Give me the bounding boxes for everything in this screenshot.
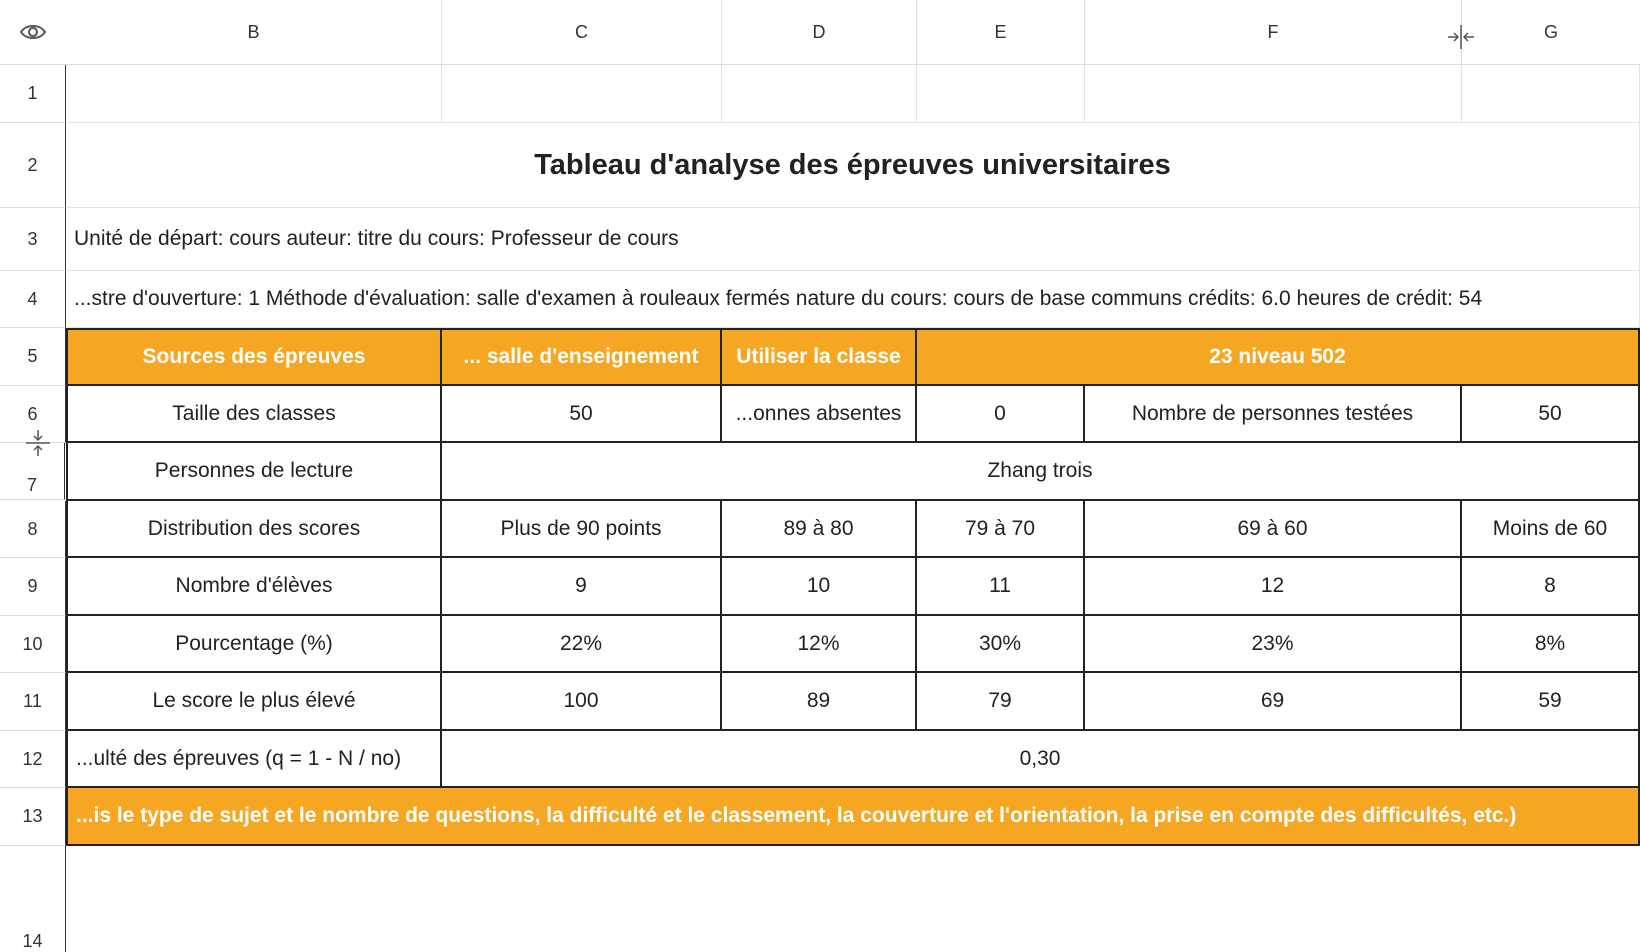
cell-d10[interactable]: 12% [722,616,917,673]
cell-d5[interactable]: Utiliser la classe [722,328,917,386]
eye-icon[interactable] [0,0,67,65]
row-header-14[interactable]: 14 [0,846,66,952]
cell-g10[interactable]: 8% [1462,616,1640,673]
column-resize-icon[interactable] [1446,24,1476,55]
cell-e11[interactable]: 79 [917,673,1085,731]
cell-c11[interactable]: 100 [442,673,722,731]
cell-d11[interactable]: 89 [722,673,917,731]
column-header-b[interactable]: B [66,0,442,65]
row-header-10[interactable]: 10 [0,616,66,673]
row-header-9[interactable]: 9 [0,558,66,616]
cell-f11[interactable]: 69 [1085,673,1462,731]
cell-b11[interactable]: Le score le plus élevé [66,673,442,731]
cell-b7[interactable]: Personnes de lecture [66,443,442,501]
cell-c6[interactable]: 50 [442,386,722,443]
cell-f9[interactable]: 12 [1085,558,1462,616]
cell-b1[interactable] [66,65,442,123]
cell-c12-merged[interactable]: 0,30 [442,731,1640,788]
cell-f1[interactable] [1085,65,1462,123]
row-header-7[interactable]: 7 [0,443,65,500]
row-header-6[interactable]: 6 [0,386,66,443]
row-header-3[interactable]: 3 [0,208,66,271]
cell-b14[interactable] [66,846,1640,952]
cell-g1[interactable] [1462,65,1640,123]
cell-b3[interactable]: Unité de départ: cours auteur: titre du cours: Professeur de cours [66,208,1640,271]
row-resize-icon[interactable] [25,428,51,463]
cell-e9[interactable]: 11 [917,558,1085,616]
cell-b5[interactable]: Sources des épreuves [66,328,442,386]
row-header-2[interactable]: 2 [0,123,66,208]
column-header-f[interactable]: F [1085,0,1462,65]
cell-g8[interactable]: Moins de 60 [1462,501,1640,558]
cell-b4[interactable]: ...stre d'ouverture: 1 Méthode d'évaluation: salle d'examen à rouleaux fermés nature du cours: cours de base communs crédits: 6.0 heures de crédit: 54 [66,271,1640,328]
cell-g6[interactable]: 50 [1462,386,1640,443]
cell-e8[interactable]: 79 à 70 [917,501,1085,558]
column-header-g[interactable]: G [1462,0,1640,65]
cell-d8[interactable]: 89 à 80 [722,501,917,558]
row-header-1[interactable]: 1 [0,65,66,123]
cell-g11[interactable]: 59 [1462,673,1640,731]
row-header-4[interactable]: 4 [0,271,66,328]
cell-b9[interactable]: Nombre d'élèves [66,558,442,616]
cell-c1[interactable] [442,65,722,123]
cell-e5-merged[interactable]: 23 niveau 502 [917,328,1640,386]
cell-b8[interactable]: Distribution des scores [66,501,442,558]
cell-c7-merged[interactable]: Zhang trois [442,443,1640,501]
cell-c10[interactable]: 22% [442,616,722,673]
cell-c5[interactable]: ... salle d'enseignement [442,328,722,386]
cell-e6[interactable]: 0 [917,386,1085,443]
column-header-c[interactable]: C [442,0,722,65]
cell-b13-merged[interactable]: ...is le type de sujet et le nombre de questions, la difficulté et le classement, la couverture et l'orientation, la prise en compte des difficultés, etc.) [66,788,1640,846]
row-header-11[interactable]: 11 [0,673,66,731]
cell-d6[interactable]: ...onnes absentes [722,386,917,443]
column-header-e[interactable]: E [917,0,1085,65]
cell-b6[interactable]: Taille des classes [66,386,442,443]
cell-f6[interactable]: Nombre de personnes testées [1085,386,1462,443]
cell-g9[interactable]: 8 [1462,558,1640,616]
row-header-5[interactable]: 5 [0,328,66,386]
cell-b10[interactable]: Pourcentage (%) [66,616,442,673]
cell-f8[interactable]: 69 à 60 [1085,501,1462,558]
sheet-title[interactable]: Tableau d'analyse des épreuves universitaires [66,123,1640,208]
cell-e10[interactable]: 30% [917,616,1085,673]
cell-c9[interactable]: 9 [442,558,722,616]
cell-c8[interactable]: Plus de 90 points [442,501,722,558]
row-header-13[interactable]: 13 [0,788,66,846]
column-header-d[interactable]: D [722,0,917,65]
row-header-12[interactable]: 12 [0,731,66,788]
row-header-8[interactable]: 8 [0,501,66,558]
cell-d1[interactable] [722,65,917,123]
cell-d9[interactable]: 10 [722,558,917,616]
cell-e1[interactable] [917,65,1085,123]
cell-b12[interactable]: ...ulté des épreuves (q = 1 - N / no) [66,731,442,788]
cell-f10[interactable]: 23% [1085,616,1462,673]
